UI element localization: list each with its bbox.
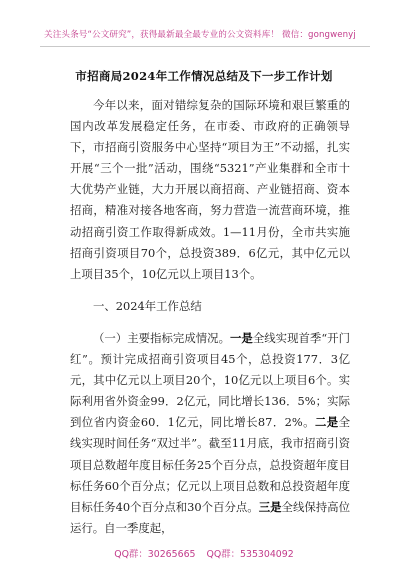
document-body xyxy=(70,95,350,539)
intro-paragraph: 今年以来，面对错综复杂的国际环境和艰巨繁重的国内改革发展稳定任务，在市委、市政府的正确领导下，市招商引资服务中心坚持“项目为王”不动摇，扎实开展“三个一批”活动，围绕“5321”产业集群和全市十大优势产业链，大力开展以商招商、产业链招商、资本招商，精准对接各地客商，努力营造一流营商环境，推动招商引资工作取得新成效。1—11月份，全市共实施招商引资项目70个，总投资389．6亿元，其中亿元以上项目35个，10亿元以上项目13个。 xyxy=(70,98,350,281)
point-three-label: 三是 xyxy=(258,499,282,514)
section-heading: 一、2024年工作总结 xyxy=(93,298,202,313)
point-one-text: 全线实现首季“开门红”。预计完成招商引资项目45个，总投资177．3亿元，其中亿元以上项目20个，10亿元以上项目6个。实际利用省外资金99．2亿元，同比增长136．5%；实际到位省内资金60．1亿元，同比增长87．2%。 xyxy=(70,330,350,430)
header-divider xyxy=(40,46,370,47)
document-title: 市招商局2024年工作情况总结及下一步工作计划 xyxy=(75,69,333,83)
header-banner: 关注头条号“公文研究”，获得最新最全最专业的公文资料库！ 微信：gongwenyj xyxy=(44,30,356,40)
indicators-paragraph xyxy=(70,328,350,539)
point-three-text: 全线保持高位运行。自一季度起， xyxy=(70,499,350,535)
point-two-label: 二是 xyxy=(314,415,339,430)
footer-qq-group-1: QQ群：30265665 xyxy=(114,549,196,560)
point-two-text: 全线实现时间任务“双过半”。截至11月底，我市招商引资项目总数超年度目标任务25个百分点，总投资超年度目标任务60个百分点；亿元以上项目总数和总投资超年度目标任务40个百分点和30个百分点。 xyxy=(70,415,350,514)
indicators-prefix: （一）主要指标完成情况。 xyxy=(93,330,230,345)
point-one-label: 一是 xyxy=(230,330,253,345)
footer-contact xyxy=(0,546,408,560)
footer-qq-group-2: QQ群：535304092 xyxy=(206,549,294,560)
